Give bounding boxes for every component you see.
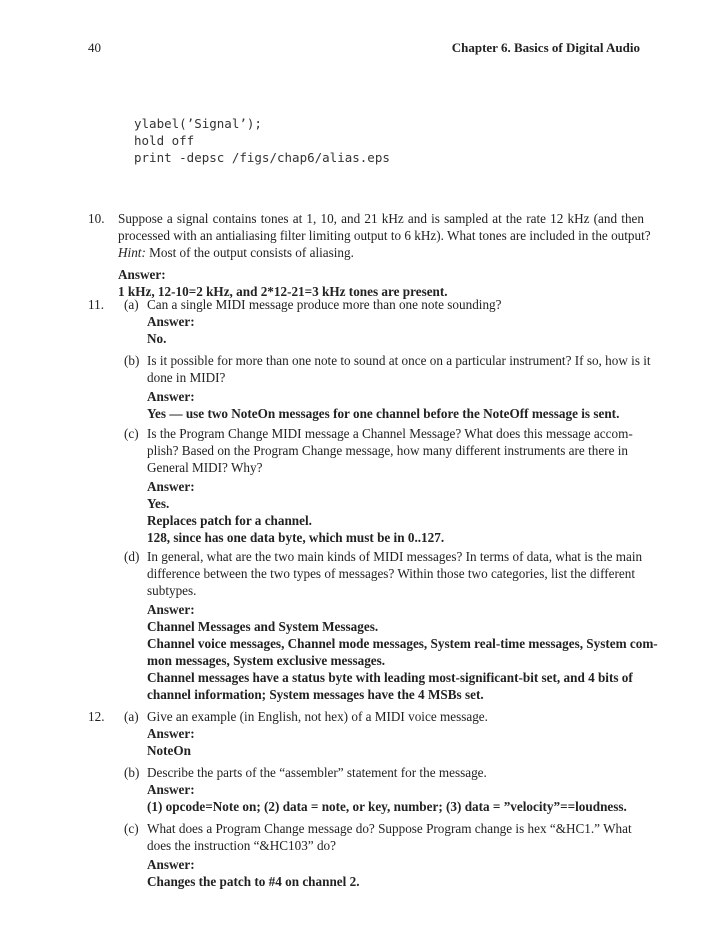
subquestion-tag: (c) <box>124 821 139 836</box>
answer-label: Answer: <box>147 389 195 404</box>
answer-label: Answer: <box>147 602 195 617</box>
page-number: 40 <box>88 40 101 55</box>
question-text: Is it possible for more than one note to sound at once on a particular instrument? If so, how is it <box>147 353 651 368</box>
subquestion-tag: (d) <box>124 549 140 564</box>
question-11d <box>147 548 658 703</box>
answer-text: Replaces patch for a channel. <box>147 513 312 528</box>
question-10 <box>118 210 651 300</box>
question-text: Give an example (in English, not hex) of a MIDI voice message. <box>147 709 488 724</box>
question-text: In general, what are the two main kinds of MIDI messages? In terms of data, what is the main <box>147 549 643 564</box>
question-text: What does a Program Change message do? Suppose Program change is hex “&HC1.” What <box>147 821 632 836</box>
question-text: done in MIDI? <box>147 370 226 385</box>
answer-label: Answer: <box>147 726 195 741</box>
answer-label: Answer: <box>147 857 195 872</box>
question-12b <box>147 764 644 815</box>
question-text: General MIDI? Why? <box>147 460 263 475</box>
question-text: difference between the two types of messages? Within those two categories, list the different <box>147 566 635 581</box>
answer-text: channel information; System messages have the 4 MSBs set. <box>147 687 484 702</box>
subquestion-tag: (a) <box>124 709 139 724</box>
question-text: Describe the parts of the “assembler” statement for the message. <box>147 765 487 780</box>
answer-text: Changes the patch to #4 on channel 2. <box>147 874 360 889</box>
question-text: Is the Program Change MIDI message a Channel Message? What does this message accom- <box>147 426 633 441</box>
answer-label: Answer: <box>147 479 195 494</box>
question-text: Suppose a signal contains tones at 1, 10, and 21 kHz and is sampled at the rate 12 kHz (and then <box>118 211 644 226</box>
subquestion-tag: (a) <box>124 297 139 312</box>
question-text: processed with an antialiasing filter limiting output to 6 kHz). What tones are included in the output? <box>118 228 651 243</box>
answer-label: Answer: <box>147 314 195 329</box>
question-11a <box>147 296 644 347</box>
answer-label: Answer: <box>147 782 195 797</box>
answer-text: No. <box>147 331 167 346</box>
question-text: does the instruction “&HC103” do? <box>147 838 336 853</box>
code-block <box>134 115 390 166</box>
answer-text: 1 kHz, 12-10=2 kHz, and 2*12-21=3 kHz tones are present. <box>118 284 448 299</box>
question-12c <box>147 820 644 890</box>
answer-text: Yes — use two NoteOn messages for one channel before the NoteOff message is sent. <box>147 406 620 421</box>
code-line: ylabel(’Signal’); <box>134 116 262 131</box>
answer-text: NoteOn <box>147 743 191 758</box>
subquestion-tag: (b) <box>124 353 140 368</box>
answer-text: (1) opcode=Note on; (2) data = note, or key, number; (3) data = ”velocity”==loudness. <box>147 799 627 814</box>
question-text: Can a single MIDI message produce more than one note sounding? <box>147 297 502 312</box>
chapter-title: Chapter 6. Basics of Digital Audio <box>451 40 640 55</box>
hint-label: Hint: <box>118 245 146 260</box>
answer-label: Answer: <box>118 267 166 282</box>
answer-text: Yes. <box>147 496 170 511</box>
code-line: hold off <box>134 133 195 148</box>
answer-text: Channel voice messages, Channel mode messages, System real-time messages, System com- <box>147 636 658 651</box>
hint-text: Most of the output consists of aliasing. <box>145 245 354 260</box>
question-11b <box>147 352 651 422</box>
answer-text: Channel messages have a status byte with leading most-significant-bit set, and 4 bits of <box>147 670 633 685</box>
question-11c <box>147 425 644 546</box>
question-12a <box>147 708 644 759</box>
question-text: plish? Based on the Program Change message, how many different instruments are there in <box>147 443 628 458</box>
answer-text: mon messages, System exclusive messages. <box>147 653 386 668</box>
subquestion-tag: (b) <box>124 765 140 780</box>
question-text: subtypes. <box>147 583 197 598</box>
subquestion-tag: (c) <box>124 426 139 441</box>
answer-text: 128, since has one data byte, which must be in 0..127. <box>147 530 445 545</box>
answer-text: Channel Messages and System Messages. <box>147 619 379 634</box>
question-number: 11. <box>88 297 104 312</box>
hint <box>118 244 644 261</box>
question-number: 12. <box>88 709 105 724</box>
code-line: print -depsc /figs/chap6/alias.eps <box>134 150 390 165</box>
question-number: 10. <box>88 211 105 226</box>
